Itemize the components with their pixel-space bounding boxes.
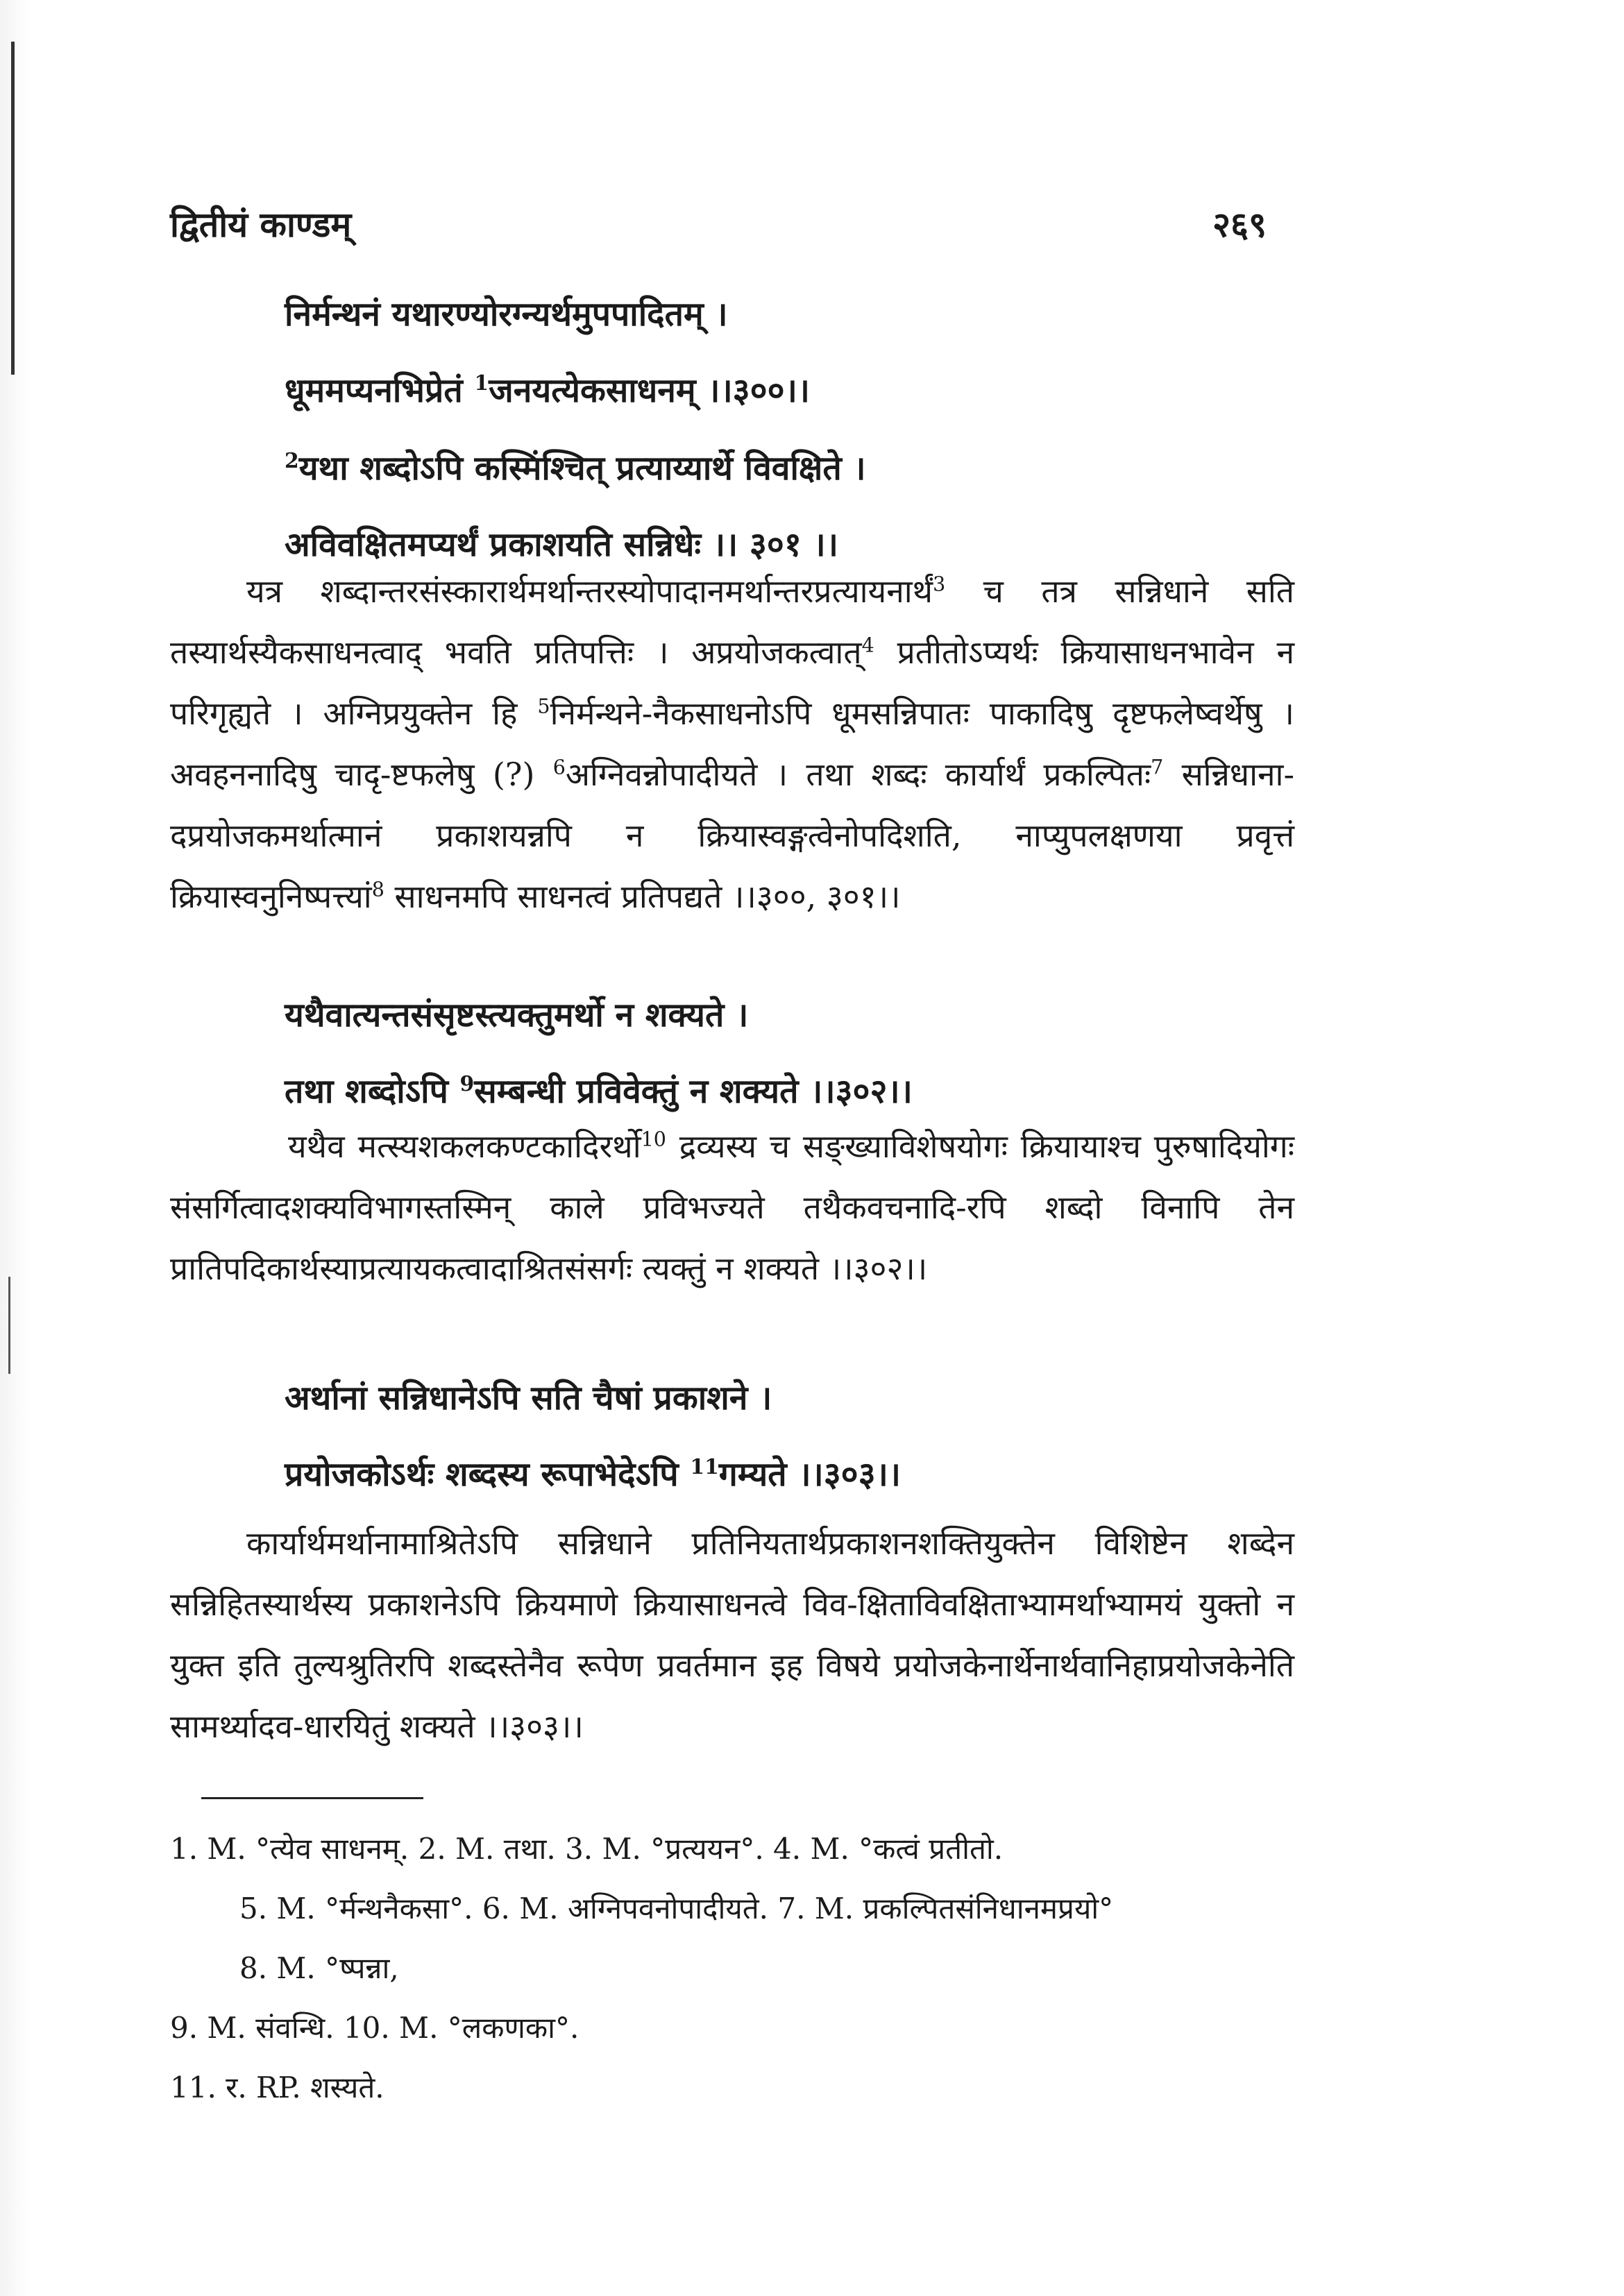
footnote-marker: 3 <box>933 572 946 596</box>
footnote-marker: 8 <box>371 878 384 901</box>
footnote-marker: 4 <box>861 633 874 657</box>
verse-line: धूममप्यनभिप्रेतं $^1$जनयत्येकसाधनम् ।।३००।। <box>285 371 810 410</box>
footnote-marker: 6 <box>552 756 566 779</box>
footnote-line: 8. M. °ष्पन्ना, <box>239 1951 399 1985</box>
footnote-line: 1. M. °त्येव साधनम्. 2. M. तथा. 3. M. °प्रत्ययन°. 4. M. °कत्वं प्रतीतो. <box>170 1832 1004 1866</box>
verse-line: अर्थानां सन्निधानेऽपि सति चैषां प्रकाशने । <box>285 1379 772 1418</box>
footnote-marker: 1 <box>474 371 489 396</box>
verse-303 <box>285 1360 1326 1513</box>
verse-line: तथा शब्दोऽपि $^9$सम्बन्धी प्रविवेक्तुं न शक्यते ।।३०२।। <box>285 1072 913 1111</box>
footnote-line: 11. र. RP. शस्यते. <box>170 2070 384 2104</box>
page-header <box>170 200 1267 255</box>
verse-300 <box>285 276 1326 429</box>
commentary-303: कार्यार्थमर्थानामाश्रितेऽपि सन्निधाने प्रतिनियतार्थप्रकाशनशक्तियुक्तेन विशिष्टेन शब्देन सन्निहितस्यार्थस्य प्रकाशनेऽपि क्रियमाणे क्रियासाधनत्वे विव-क्षिताविवक्षिताभ्यामर्थाभ्यामयं युक्तो न युक्त इति तुल्यश्रुतिरपि शब्दस्तेनैव रूपेण प्रवर्तमान इह विषये प्रयोजकेनार्थेनार्थवानिहाप्रयोजकेनेति सामर्थ्यादव-धारयितुं शक्यते ।।३०३।। <box>170 1524 1294 1745</box>
footnote-marker: 5 <box>537 695 550 718</box>
footnote-divider <box>201 1797 423 1799</box>
footnote-marker: 7 <box>1151 756 1164 779</box>
footnote-line: 5. M. °र्मन्थनैकसा°. 6. M. अग्निपवनोपादीयते. 7. M. प्रकल्पितसंनिधानमप्रयो° <box>239 1891 1114 1925</box>
footnote-marker: 9 <box>459 1072 475 1096</box>
footnote-marker: 11 <box>690 1455 719 1479</box>
page-number: २६९ <box>1212 204 1267 245</box>
commentary-302: यथैव मत्स्यशकलकण्टकादिरर्थो$^{10}$ द्रव्यस्य च सङ्ख्याविशेषयोगः क्रियायाश्च पुरुषादियोगः संसर्गित्वादशक्यविभागस्तस्मिन् काले प्रविभज्यते तथैकवचनादि-रपि शब्दो विनापि तेन प्रातिपदिकार्थस्याप्रत्यायकत्वादाश्रितसंसर्गः त्यक्तुं न शक्यते ।।३०२।। <box>170 1128 1294 1287</box>
verse-line: निर्मन्थनं यथारण्योरग्न्यर्थमुपपादितम् । <box>285 295 728 334</box>
running-head: द्वितीयं काण्डम् <box>170 204 352 245</box>
verse-301 <box>285 430 1326 583</box>
footnote-line: 9. M. संवन्धि. 10. M. °लकणका°. <box>170 2011 580 2045</box>
verse-302 <box>285 977 1326 1130</box>
verse-line: यथैवात्यन्तसंसृष्टस्त्यक्तुमर्थो न शक्यते । <box>285 996 749 1035</box>
footnote-marker: 10 <box>641 1128 666 1151</box>
verse-line: प्रयोजकोऽर्थः शब्दस्य रूपाभेदेऽपि $^{11}$गम्यते ।।३०३।। <box>285 1455 901 1494</box>
commentary-300-301: यत्र शब्दान्तरसंस्कारार्थमर्थान्तरस्योपादानमर्थान्तरप्रत्यायनार्थं$^3$ च तत्र सन्निधाने सति तस्यार्थस्यैकसाधनत्वाद् भवति प्रतिपत्तिः । अप्रयोजकत्वात्$^4$ प्रतीतोऽप्यर्थः क्रियासाधनभावेन न परिगृह्यते । अग्निप्रयुक्तेन हि $^5$निर्मन्थने-नैकसाधनोऽपि धूमसन्निपातः पाकादिषु दृष्टफलेष्वर्थेषु । अवहननादिषु चादृ-ष्टफलेषु (?) $^6$अग्निवन्नोपादीयते । तथा शब्दः कार्यार्थं प्रकल्पितः$^7$ सन्निधाना-दप्रयोजकमर्थात्मानं प्रकाशयन्नपि न क्रियास्वङ्गत्वेनोपदिशति, नाप्युपलक्षणया प्रवृत्तं क्रियास्वनुनिष्पत्त्यां$^8$ साधनमपि साधनत्वं प्रतिपद्यते ।।३००, ३०१।। <box>170 572 1294 915</box>
binding-shadow <box>0 0 29 2296</box>
footnotes <box>170 1819 1308 2118</box>
verse-line: $^2$यथा शब्दोऽपि कस्मिंश्चित् प्रत्याय्यार्थे विवक्षिते । <box>285 449 866 488</box>
footnote-marker: 2 <box>285 449 299 473</box>
verse-line: अविवक्षितमप्यर्थं प्रकाशयति सन्निधेः ।। ३०१ ।। <box>285 525 838 564</box>
